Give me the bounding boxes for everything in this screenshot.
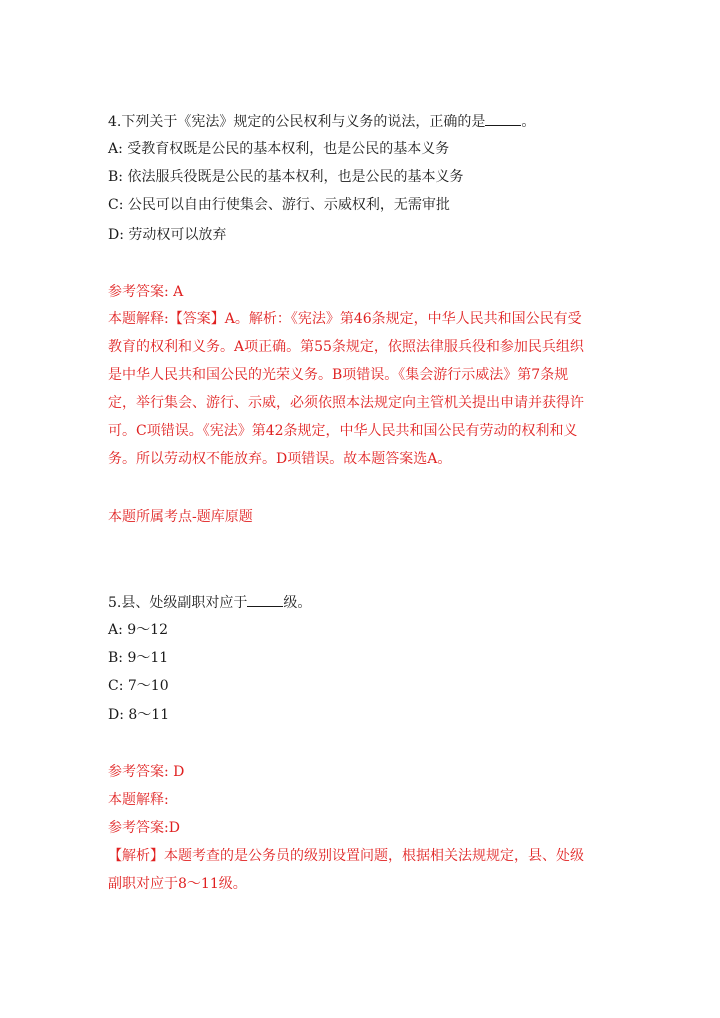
- q4-answer-blank: [485, 111, 521, 126]
- q5-option-b: B: 9～11: [108, 650, 169, 666]
- q5-explanation-label: 本题解释:: [108, 792, 169, 808]
- q4-reference-answer: 参考答案: A: [108, 284, 184, 300]
- q4-option-b: B: 依法服兵役既是公民的基本权利，也是公民的基本义务: [108, 169, 464, 185]
- q4-stem-text: 4.下列关于《宪法》规定的公民权利与义务的说法，正确的是: [108, 114, 486, 130]
- q4-option-a: A: 受教育权既是公民的基本权利，也是公民的基本义务: [108, 141, 450, 157]
- q5-stem: [108, 592, 311, 613]
- q5-answer-repeat: 参考答案:D: [108, 820, 180, 836]
- q4-explanation-line: 是中华人民共和国公民的光荣义务。B项错误。《集会游行示威法》第7条规: [108, 367, 569, 383]
- q5-option-d: D: 8～11: [108, 707, 170, 723]
- q4-explanation-line: 可。C项错误。《宪法》第42条规定，中华人民共和国公民有劳动的权利和义: [108, 423, 578, 439]
- q4-explanation-line: 务。所以劳动权不能放弃。D项错误。故本题答案选A。: [108, 451, 452, 467]
- q5-option-c: C: 7～10: [108, 678, 169, 694]
- q4-explanation-line: 教育的权利和义务。A项正确。第55条规定，依照法律服兵役和参加民兵组织: [108, 339, 584, 355]
- q5-answer-blank: [247, 592, 283, 607]
- q5-reference-answer: 参考答案: D: [108, 764, 185, 780]
- q5-analysis-line: 副职对应于8～11级。: [108, 876, 247, 892]
- q4-option-d: D: 劳动权可以放弃: [108, 227, 227, 243]
- q4-explanation-line: 本题解释:【答案】A。解析：《宪法》第46条规定，中华人民共和国公民有受: [108, 311, 582, 327]
- q4-explanation-line: 定，举行集会、游行、示威，必须依照本法规定向主管机关提出申请并获得许: [108, 395, 584, 411]
- q4-topic: 本题所属考点-题库原题: [108, 509, 253, 525]
- q4-option-c: C: 公民可以自由行使集会、游行、示威权利，无需审批: [108, 197, 450, 213]
- q5-analysis-line: 【解析】本题考查的是公务员的级别设置问题，根据相关法规规定，县、处级: [108, 848, 584, 864]
- q5-stem-text: 5.县、处级副职对应于: [108, 595, 248, 611]
- q5-stem-end: 级。: [283, 595, 312, 611]
- q4-stem-end: 。: [521, 114, 536, 130]
- q4-stem: [108, 111, 535, 132]
- q5-option-a: A: 9～12: [108, 622, 168, 638]
